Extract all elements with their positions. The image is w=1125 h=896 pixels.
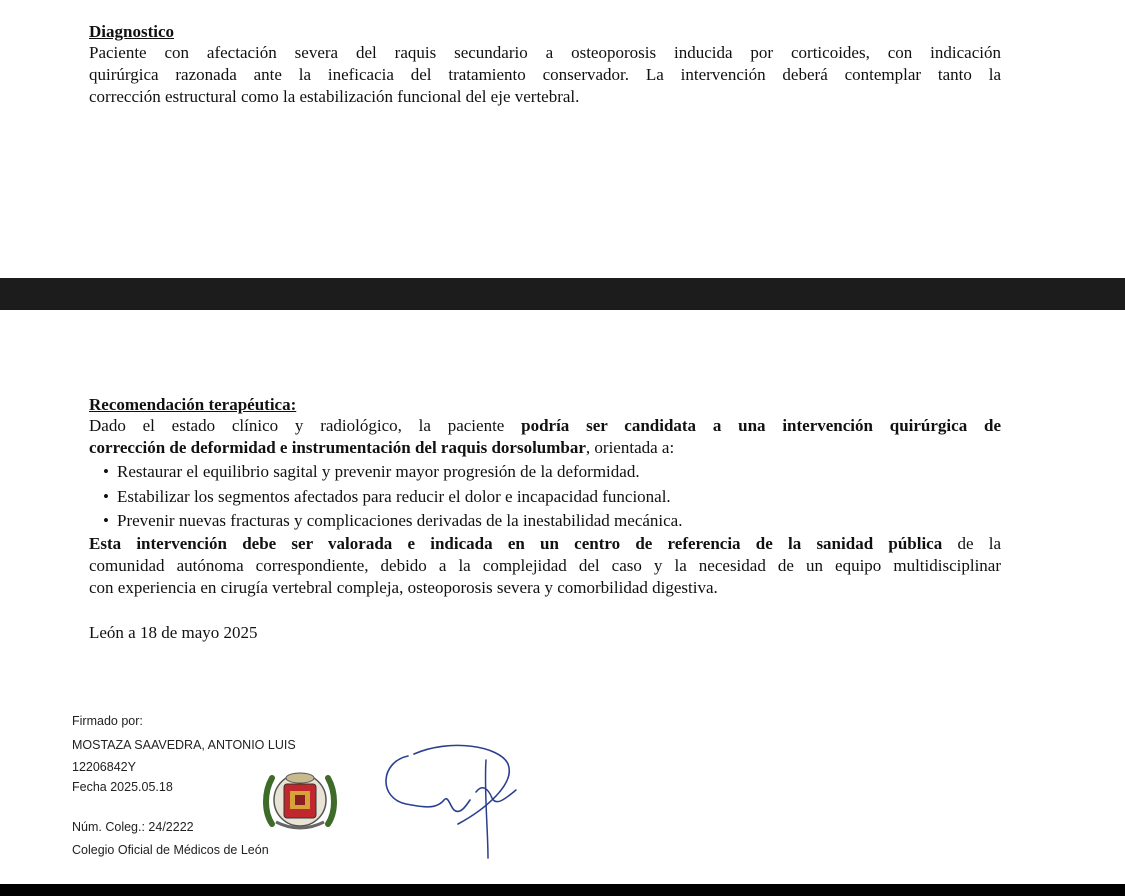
college-name: Colegio Oficial de Médicos de León xyxy=(72,843,269,857)
list-item xyxy=(103,485,682,510)
place-date: León a 18 de mayo 2025 xyxy=(89,623,258,642)
signature-date: Fecha 2025.05.18 xyxy=(72,780,173,794)
diagnosis-paragraph xyxy=(89,42,1001,108)
closing-bold: Esta intervención debe ser valorada e indicada en un centro de referencia de la sanidad pública xyxy=(89,534,943,553)
diagnosis-line-2: quirúrgica razonada ante la ineficacia del tratamiento conservador. La intervención deberá contemplar tanto la xyxy=(89,65,1001,84)
document-page-top xyxy=(0,0,1125,278)
intro-bold-1: podría ser candidata a una intervención quirúrgica de xyxy=(521,416,1001,435)
bullet-text: Estabilizar los segmentos afectados para reducir el dolor e incapacidad funcional. xyxy=(117,486,671,506)
bullet-icon: • xyxy=(103,486,109,506)
diagnosis-line-3: corrección estructural como la estabilización funcional del eje vertebral. xyxy=(89,87,580,106)
recommendation-bullet-list xyxy=(103,460,682,534)
bullet-text: Restaurar el equilibrio sagital y prevenir mayor progresión de la deformidad. xyxy=(117,462,640,481)
recommendation-closing xyxy=(89,533,1001,599)
bullet-icon: • xyxy=(103,511,109,530)
bullet-text: Prevenir nuevas fracturas y complicaciones derivadas de la inestabilidad mecánica. xyxy=(117,511,683,530)
list-item xyxy=(103,509,682,534)
handwritten-signature-icon xyxy=(380,740,540,860)
recommendation-intro-line-1 xyxy=(89,415,1001,437)
bullet-icon: • xyxy=(103,462,109,481)
closing-after: de la xyxy=(942,534,1001,553)
closing-line-1 xyxy=(89,533,1001,555)
page-separator xyxy=(0,278,1125,310)
recommendation-intro-line-2 xyxy=(89,437,1001,459)
intro-after: , orientada a: xyxy=(585,438,675,457)
signer-id: 12206842Y xyxy=(72,760,136,774)
recommendation-intro xyxy=(89,415,1001,459)
closing-line-2: comunidad autónoma correspondiente, debido a la complejidad del caso y la necesidad de un equipo multidisciplinar xyxy=(89,556,1001,575)
screen-bottom-bar xyxy=(0,884,1125,896)
closing-line-3: con experiencia en cirugía vertebral compleja, osteoporosis severa y comorbilidad digestiva. xyxy=(89,578,718,597)
intro-bold-2: corrección de deformidad e instrumentación del raquis dorsolumbar xyxy=(89,438,586,457)
college-number: Núm. Coleg.: 24/2222 xyxy=(72,820,194,834)
signed-by-label: Firmado por: xyxy=(72,714,143,728)
list-item xyxy=(103,460,682,485)
diagnosis-heading: Diagnostico xyxy=(89,22,174,41)
signer-name: MOSTAZA SAAVEDRA, ANTONIO LUIS xyxy=(72,738,296,752)
medical-college-seal-icon xyxy=(262,764,338,834)
intro-text: Dado el estado clínico y radiológico, la paciente xyxy=(89,416,522,435)
recommendation-heading: Recomendación terapéutica: xyxy=(89,395,297,414)
diagnosis-line-1: Paciente con afectación severa del raquis secundario a osteoporosis inducida por corticoides, con indicación xyxy=(89,43,1001,62)
